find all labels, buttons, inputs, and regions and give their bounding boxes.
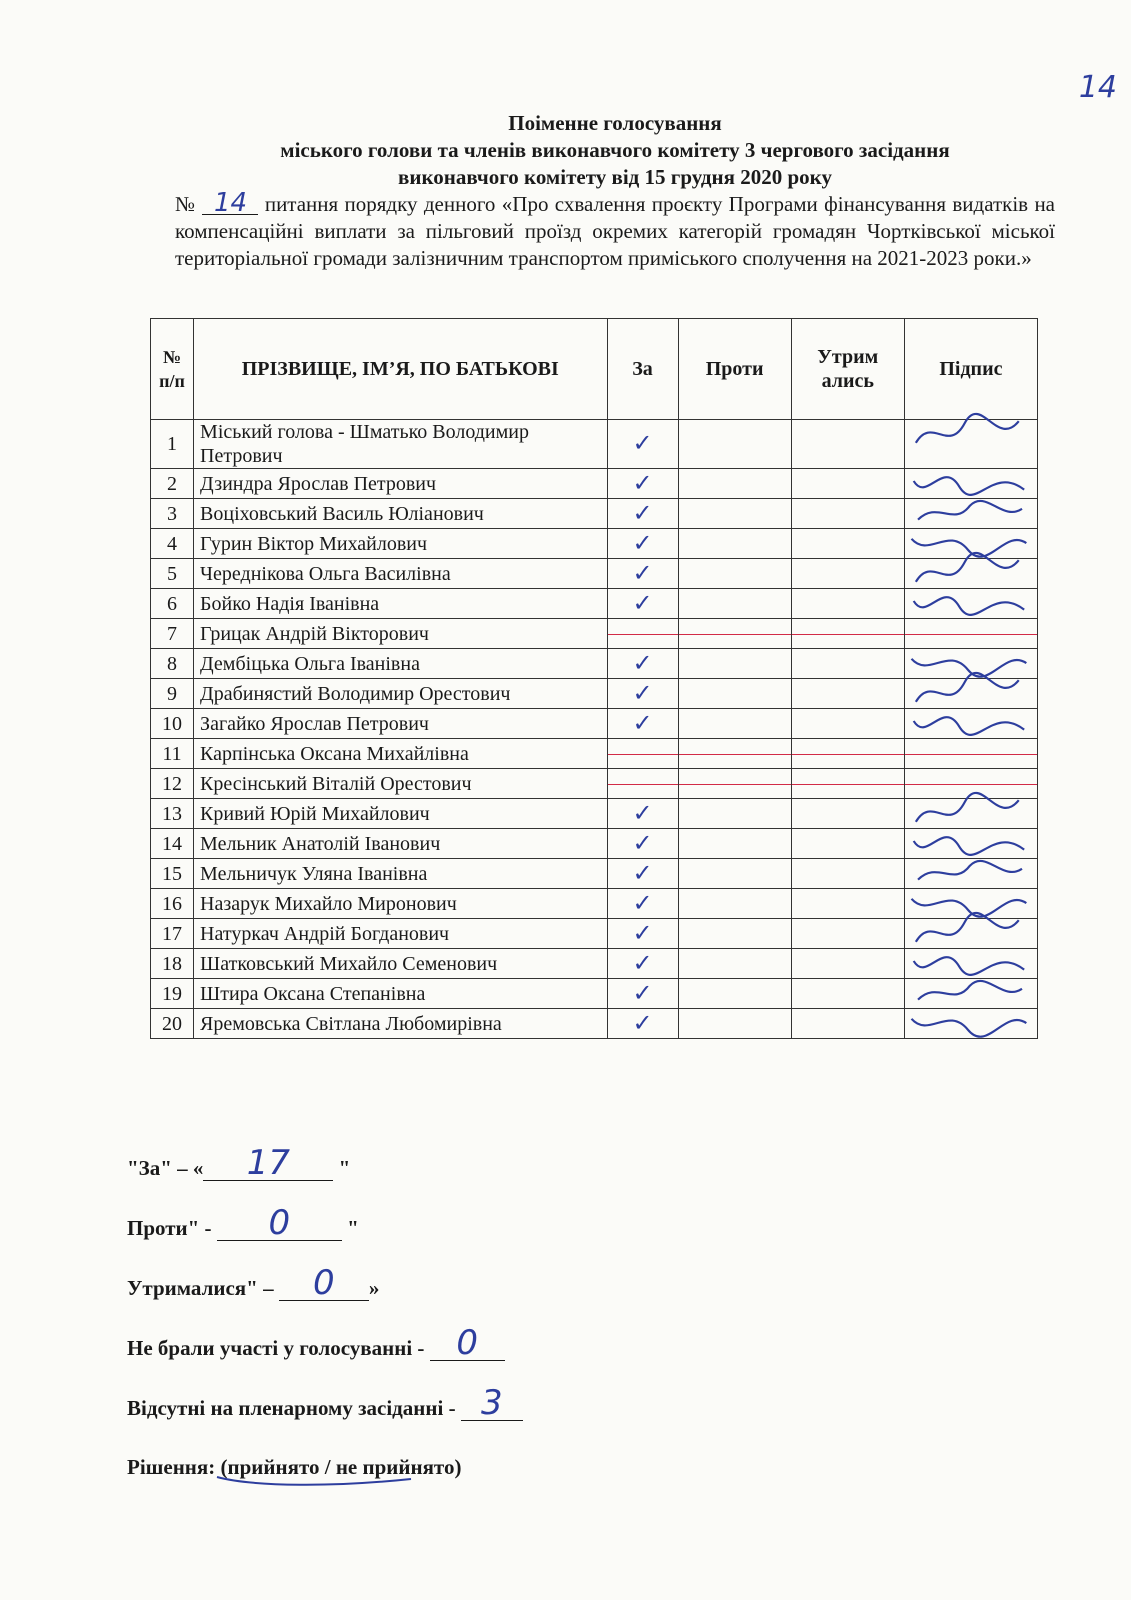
header-abstained: Утрим ались — [791, 319, 904, 420]
check-mark-icon: ✓ — [632, 429, 653, 457]
row-number: 2 — [151, 469, 194, 499]
total-for-row — [127, 1143, 351, 1183]
vote-abstained-cell — [791, 799, 904, 829]
row-number: 7 — [151, 619, 194, 649]
vote-abstained-cell — [791, 889, 904, 919]
check-mark-icon: ✓ — [632, 918, 653, 947]
strike-line — [679, 784, 791, 785]
vote-abstained-cell — [791, 589, 904, 619]
member-name: Міський голова - Шматько Володимир Петрович — [194, 420, 607, 469]
table-row — [151, 709, 1038, 739]
row-number: 16 — [151, 889, 194, 919]
row-number: 9 — [151, 679, 194, 709]
row-number: 3 — [151, 499, 194, 529]
vote-rows — [151, 420, 1038, 1039]
strike-line — [905, 754, 1037, 755]
strike-line — [905, 784, 1037, 785]
check-mark-icon: ✓ — [632, 558, 653, 587]
vote-abstained-cell — [791, 559, 904, 589]
handwritten-signature — [905, 410, 1035, 454]
check-mark-icon: ✓ — [632, 468, 653, 497]
absent-row — [127, 1383, 523, 1423]
strike-line — [905, 634, 1037, 635]
row-number: 17 — [151, 919, 194, 949]
member-name: Драбинястий Володимир Орестович — [194, 679, 607, 709]
vote-for-cell — [607, 769, 678, 799]
vote-against-cell — [678, 769, 791, 799]
check-mark-icon: ✓ — [632, 1008, 653, 1037]
vote-against-cell — [678, 469, 791, 499]
vote-against-cell — [678, 709, 791, 739]
header-signature: Підпис — [904, 319, 1037, 420]
member-name: Дзиндра Ярослав Петрович — [194, 469, 607, 499]
total-against-close: " — [347, 1216, 359, 1240]
question-prefix: № — [175, 192, 197, 216]
check-mark-icon: ✓ — [632, 678, 653, 707]
strike-line — [792, 754, 904, 755]
header-num: № п/п — [151, 319, 194, 420]
vote-abstained-cell — [791, 679, 904, 709]
total-against-value: 0 — [268, 1203, 291, 1243]
total-for-label: "За" – « — [127, 1156, 204, 1180]
signature-cell — [904, 739, 1037, 769]
not-voted-label: Не брали участі у голосуванні - — [127, 1336, 425, 1360]
vote-for-cell — [607, 859, 678, 889]
strike-line — [792, 784, 904, 785]
vote-against-cell — [678, 979, 791, 1009]
vote-for-cell — [607, 949, 678, 979]
strike-line — [608, 784, 678, 785]
table-row — [151, 1009, 1038, 1039]
vote-against-cell — [678, 649, 791, 679]
check-mark-icon: ✓ — [632, 948, 653, 977]
header-name: ПРІЗВИЩЕ, ІМ’Я, ПО БАТЬКОВІ — [194, 319, 607, 420]
vote-abstained-cell — [791, 499, 904, 529]
member-name: Дембіцька Ольга Іванівна — [194, 649, 607, 679]
decision-row — [127, 1455, 461, 1480]
row-number: 13 — [151, 799, 194, 829]
title-line-1: Поіменне голосування — [508, 111, 722, 135]
table-row — [151, 589, 1038, 619]
vote-against-cell — [678, 919, 791, 949]
header-for: За — [607, 319, 678, 420]
vote-abstained-cell — [791, 829, 904, 859]
row-number: 8 — [151, 649, 194, 679]
member-name: Кривий Юрій Михайлович — [194, 799, 607, 829]
vote-abstained-cell — [791, 649, 904, 679]
member-name: Череднікова Ольга Василівна — [194, 559, 607, 589]
vote-abstained-cell — [791, 769, 904, 799]
check-mark-icon: ✓ — [632, 858, 653, 887]
vote-for-cell — [607, 649, 678, 679]
vote-against-cell — [678, 1009, 791, 1039]
member-name: Бойко Надія Іванівна — [194, 589, 607, 619]
vote-abstained-cell — [791, 979, 904, 1009]
decision-label: Рішення: — [127, 1455, 216, 1479]
question-text: питання порядку денного «Про схвалення проєкту Програми фінансування видатків на компенсаційні виплати за пільговий проїзд окремих категорій громадян Чортківської міської територіальної громади залізничним транспортом приміського сполучення на 2021-2023 роки.» — [175, 192, 1056, 270]
member-name: Мельничук Уляна Іванівна — [194, 859, 607, 889]
vote-for-cell — [607, 799, 678, 829]
vote-for-cell — [607, 529, 678, 559]
vote-abstained-cell — [791, 919, 904, 949]
total-abstained-close: » — [368, 1276, 380, 1300]
vote-abstained-cell — [791, 420, 904, 469]
vote-against-cell — [678, 559, 791, 589]
vote-for-cell — [607, 679, 678, 709]
row-number: 6 — [151, 589, 194, 619]
handwritten-signature — [905, 579, 1035, 623]
vote-for-cell — [607, 559, 678, 589]
vote-against-cell — [678, 529, 791, 559]
handwritten-signature — [905, 699, 1035, 743]
absent-label: Відсутні на пленарному засіданні - — [127, 1396, 456, 1420]
vote-for-cell — [607, 619, 678, 649]
vote-abstained-cell — [791, 709, 904, 739]
vote-abstained-cell — [791, 619, 904, 649]
member-name: Штира Оксана Степанівна — [194, 979, 607, 1009]
decision-underline-mark — [215, 1471, 415, 1491]
document-header — [175, 110, 1055, 272]
vote-against-cell — [678, 619, 791, 649]
member-name: Кресінський Віталій Орестович — [194, 769, 607, 799]
decision-options: (прийнято / не прийнято) — [220, 1455, 462, 1479]
vote-table — [150, 318, 1038, 1039]
check-mark-icon: ✓ — [632, 528, 653, 557]
row-number: 1 — [151, 420, 194, 469]
vote-abstained-cell — [791, 469, 904, 499]
member-name: Грицак Андрій Вікторович — [194, 619, 607, 649]
vote-for-cell — [607, 469, 678, 499]
vote-against-cell — [678, 420, 791, 469]
row-number: 4 — [151, 529, 194, 559]
vote-against-cell — [678, 799, 791, 829]
signature-cell — [904, 1009, 1037, 1039]
vote-against-cell — [678, 589, 791, 619]
member-name: Назарук Михайло Миронович — [194, 889, 607, 919]
row-number: 14 — [151, 829, 194, 859]
total-against-row — [127, 1203, 359, 1243]
strike-line — [679, 754, 791, 755]
vote-against-cell — [678, 499, 791, 529]
agenda-question — [175, 188, 1056, 272]
check-mark-icon: ✓ — [632, 798, 653, 827]
member-name: Яремовська Світлана Любомирівна — [194, 1009, 607, 1039]
member-name: Гурин Віктор Михайлович — [194, 529, 607, 559]
vote-for-cell — [607, 739, 678, 769]
check-mark-icon: ✓ — [632, 648, 653, 677]
vote-abstained-cell — [791, 949, 904, 979]
vote-for-cell — [607, 829, 678, 859]
member-name: Шатковський Михайло Семенович — [194, 949, 607, 979]
title-line-2: міського голови та членів виконавчого комітету 3 чергового засідання — [280, 138, 950, 162]
not-voted-value: 0 — [456, 1323, 478, 1363]
table-header-row — [151, 319, 1038, 420]
vote-against-cell — [678, 829, 791, 859]
total-abstained-row — [127, 1263, 380, 1303]
question-number: 14 — [202, 192, 258, 215]
member-name: Натуркач Андрій Богданович — [194, 919, 607, 949]
total-for-close: " — [338, 1156, 351, 1180]
title-line-3: виконавчого комітету від 15 грудня 2020 року — [398, 165, 832, 189]
member-name: Воціховський Василь Юліанович — [194, 499, 607, 529]
handwritten-signature — [905, 999, 1035, 1043]
row-number: 15 — [151, 859, 194, 889]
vote-abstained-cell — [791, 529, 904, 559]
signature-cell — [904, 589, 1037, 619]
check-mark-icon: ✓ — [632, 888, 653, 917]
check-mark-icon: ✓ — [632, 828, 653, 857]
row-number: 12 — [151, 769, 194, 799]
member-name: Мельник Анатолій Іванович — [194, 829, 607, 859]
not-voted-row — [127, 1323, 505, 1363]
total-abstained-label: Утрималися" – — [127, 1276, 274, 1300]
check-mark-icon: ✓ — [632, 588, 653, 617]
vote-against-cell — [678, 949, 791, 979]
vote-abstained-cell — [791, 1009, 904, 1039]
row-number: 20 — [151, 1009, 194, 1039]
row-number: 18 — [151, 949, 194, 979]
vote-for-cell — [607, 589, 678, 619]
row-number: 10 — [151, 709, 194, 739]
check-mark-icon: ✓ — [632, 978, 653, 1007]
header-against: Проти — [678, 319, 791, 420]
vote-abstained-cell — [791, 739, 904, 769]
row-number: 11 — [151, 739, 194, 769]
strike-line — [608, 754, 678, 755]
total-for-value: 17 — [246, 1143, 291, 1183]
vote-against-cell — [678, 889, 791, 919]
signature-cell — [904, 709, 1037, 739]
vote-for-cell — [607, 1009, 678, 1039]
page-number: 14 — [1078, 70, 1117, 105]
absent-value: 3 — [481, 1383, 503, 1423]
vote-for-cell — [607, 420, 678, 469]
strike-line — [608, 634, 678, 635]
vote-for-cell — [607, 889, 678, 919]
vote-for-cell — [607, 709, 678, 739]
row-number: 5 — [151, 559, 194, 589]
strike-line — [792, 634, 904, 635]
check-mark-icon: ✓ — [632, 498, 653, 527]
vote-abstained-cell — [791, 859, 904, 889]
vote-for-cell — [607, 499, 678, 529]
member-name: Загайко Ярослав Петрович — [194, 709, 607, 739]
member-name: Карпінська Оксана Михайлівна — [194, 739, 607, 769]
total-abstained-value: 0 — [313, 1263, 335, 1303]
vote-for-cell — [607, 919, 678, 949]
row-number: 19 — [151, 979, 194, 1009]
vote-for-cell — [607, 979, 678, 1009]
vote-against-cell — [678, 859, 791, 889]
vote-against-cell — [678, 739, 791, 769]
strike-line — [679, 634, 791, 635]
table-row — [151, 739, 1038, 769]
total-against-label: Проти" - — [127, 1216, 212, 1240]
check-mark-icon: ✓ — [632, 708, 653, 737]
vote-against-cell — [678, 679, 791, 709]
